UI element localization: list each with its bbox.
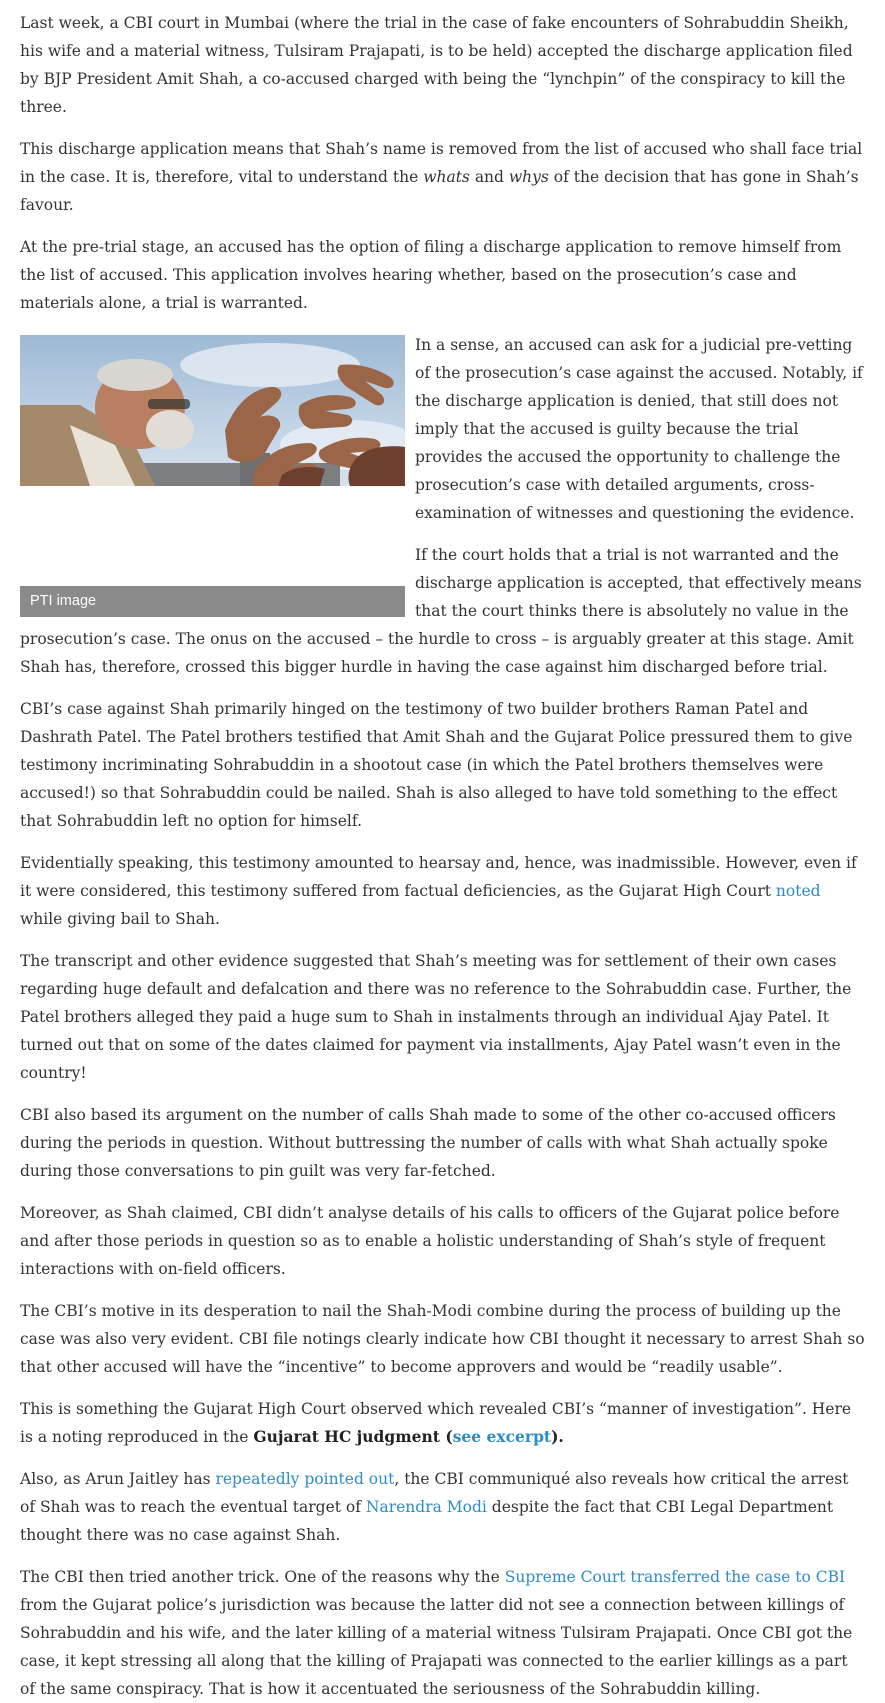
text: This discharge application means that Shah’s name is removed from the list of accused who shall face trial in the case. It is, therefore, vital to understand the [20,140,863,186]
text: Evidentially speaking, this testimony amounted to hearsay and, hence, was inadmissible. However, even if it were considered, this testimony suffered from factual deficiencies, as the Gujarat High Court [20,854,857,900]
paragraph: The CBI’s motive in its desperation to nail the Shah-Modi combine during the process of building up the case was also very evident. CBI file notings clearly indicate how CBI thought it necessary to arrest Shah so that other accused will have the “incentive” to become approvers and would be “readily usable”. [20,1302,865,1376]
paragraph [20,135,866,219]
supreme-court-transfer-link[interactable]: Supreme Court transferred the case to CBI [504,1568,846,1586]
text: from the Gujarat police’s jurisdiction was because the latter did not see a connection between killings of Sohrabuddin and his wife, and the later killing of a material witness Tulsiram Prajapati. Once CBI got the case, it kept stressing all along that the killing of Prajapati was connected to the earlier killings as a part of the same conspiracy. That is how it accentuated the seriousness of the Sohrabuddin killing. [20,1596,853,1698]
text: , the CBI communiqué also reveals how critical the arrest of Shah was to reach the eventual target of [20,1470,849,1516]
text: ). [551,1427,564,1446]
paragraph: CBI’s case against Shah primarily hinged on the testimony of two builder brothers Raman Patel and Dashrath Patel. The Patel brothers testified that Amit Shah and the Gujarat Police pressured them to give testimony incriminating Sohrabuddin in a shootout case (in which the Patel brothers themselves were accused!) so that Sohrabuddin could be nailed. Shah is also alleged to have told something to the effect that Sohrabuddin left no option for himself. [20,700,853,830]
text: Gujarat HC judgment ( [253,1427,453,1446]
article-figure [20,335,405,617]
narendra-modi-link[interactable]: Narendra Modi [365,1498,487,1516]
paragraph: In a sense, an accused can ask for a judicial pre-vetting of the prosecution’s case against the accused. Notably, if the discharge application is denied, that still does not imply that the accused is guilty because the trial provides the accused the opportunity to challenge the prosecution’s case with detailed arguments, cross-examination of witnesses and questioning the evidence. [415,336,863,522]
paragraph: If the court holds that a trial is not warranted and the discharge application is accepted, that effectively means that the court thinks there is absolutely no value in the prosecution’s case. The onus on the accused – the hurdle to cross – is arguably greater at this stage. Amit Shah has, therefore, crossed this bigger hurdle in having the case against him discharged before trial. [20,546,862,676]
see-excerpt-link[interactable]: see excerpt [452,1427,552,1446]
paragraph: Moreover, as Shah claimed, CBI didn’t analyse details of his calls to officers of the Gujarat police before and after those periods in question so as to enable a holistic understanding of Shah’s style of frequent interactions with on-field officers. [20,1204,840,1278]
image-caption: PTI image [20,586,405,617]
paragraph [20,1563,866,1703]
photo-illustration [20,335,405,486]
noted-link[interactable]: noted [775,882,821,900]
paragraph: The transcript and other evidence suggested that Shah’s meeting was for settlement of their own cases regarding huge default and defalcation and there was no reference to the Sohrabuddin case. Further, the Patel brothers alleged they paid a huge sum to Shah in instalments through an individual Ajay Patel. It turned out that on some of the dates claimed for payment via installments, Ajay Patel wasn’t even in the country! [20,952,852,1082]
paragraph: At the pre-trial stage, an accused has the option of filing a discharge application to remove himself from the list of accused. This application involves hearing whether, based on the prosecution’s case and materials alone, a trial is warranted. [20,238,842,312]
paragraph: Last week, a CBI court in Mumbai (where the trial in the case of fake encounters of Sohrabuddin Sheikh, his wife and a material witness, Tulsiram Prajapati, is to be held) accepted the discharge application filed by BJP President Amit Shah, a co-accused charged with being the “lynchpin” of the conspiracy to kill the three. [20,14,853,116]
repeatedly-pointed-out-link[interactable]: repeatedly pointed out [215,1470,395,1488]
article-photo [20,335,405,486]
paragraph [20,1465,866,1549]
text: while giving bail to Shah. [20,910,220,928]
text: The CBI then tried another trick. One of the reasons why the [20,1568,505,1586]
paragraph [20,1395,866,1451]
emphasis: whats [423,168,470,186]
text: This is something the Gujarat High Court observed which revealed CBI’s “manner of investigation”. Here is a noting reproduced in the [20,1400,852,1446]
paragraph: CBI also based its argument on the number of calls Shah made to some of the other co-accused officers during the periods in question. Without buttressing the number of calls with what Shah actually spoke during those conversations to pin guilt was very far-fetched. [20,1106,836,1180]
emphasis: whys [508,168,549,186]
figure-spacer [20,486,405,586]
text: and [469,168,509,186]
judgment-reference [253,1427,563,1446]
text: Also, as Arun Jaitley has [20,1470,216,1488]
text: despite the fact that CBI Legal Department thought there was no case against Shah. [20,1498,834,1544]
text: of the decision that has gone in Shah’s favour. [20,168,859,214]
article-body [20,0,866,1703]
paragraph [20,849,866,933]
